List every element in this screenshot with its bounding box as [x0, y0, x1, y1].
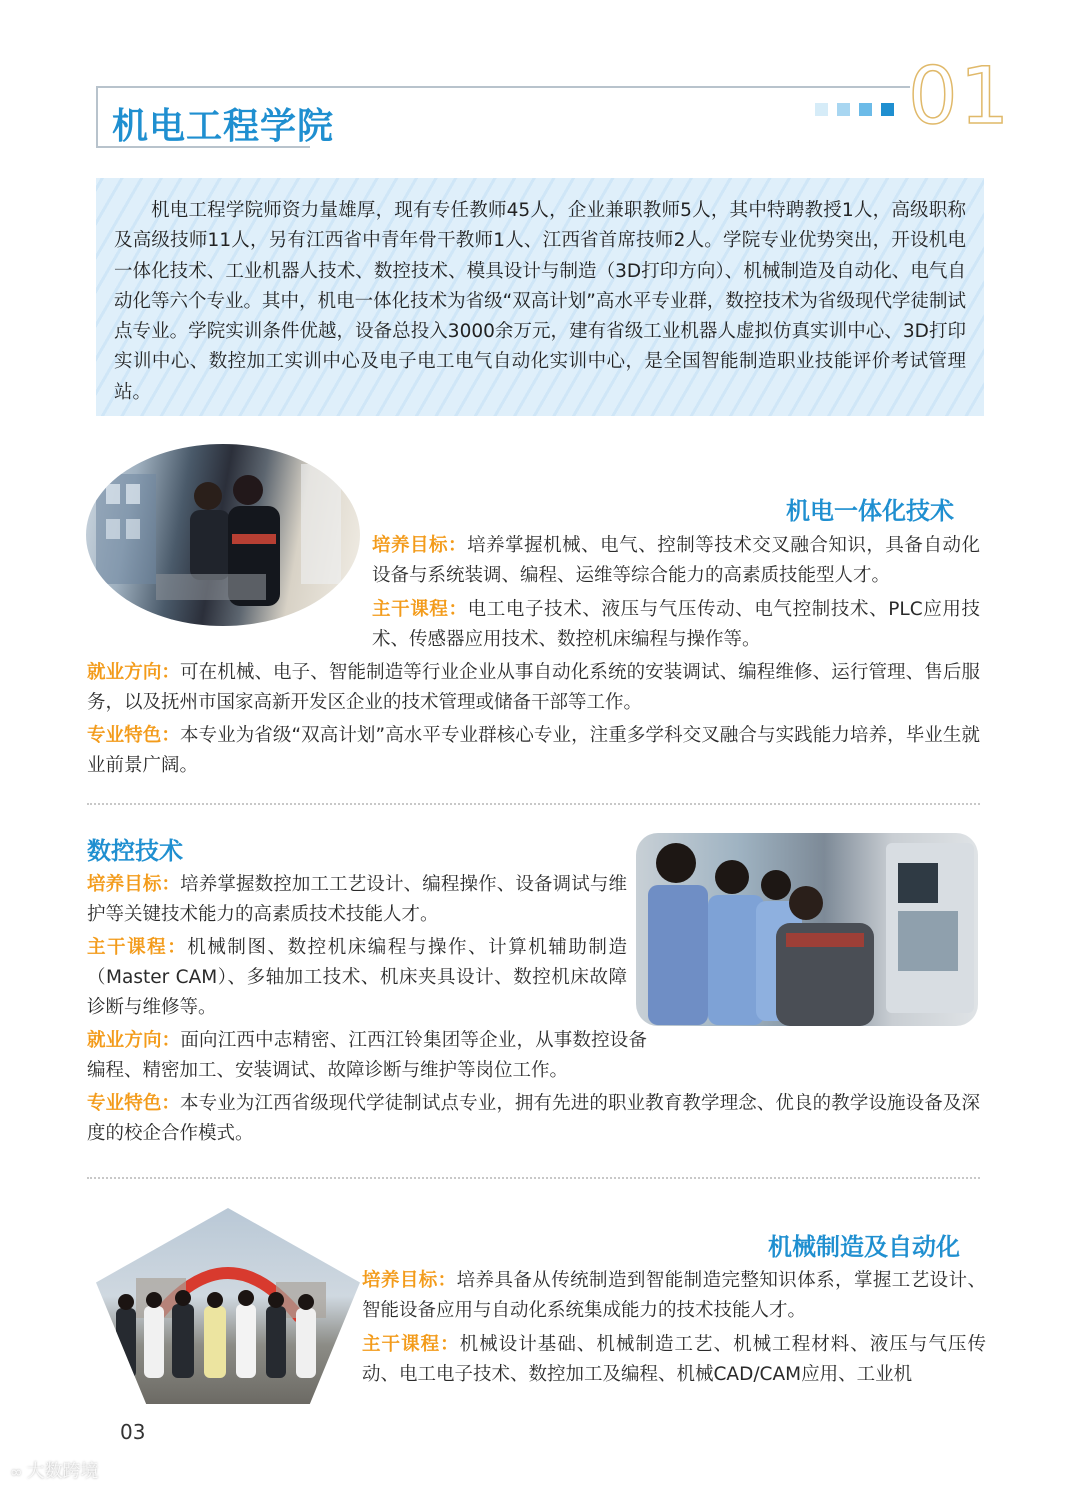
section-divider — [87, 1177, 980, 1179]
section-title-mech-manufacturing: 机械制造及自动化 — [768, 1233, 960, 1261]
value: 本专业为省级“双高计划”高水平专业群核心专业，注重多学科交叉融合与实践能力培养，毕业生就业前景广阔。 — [87, 725, 980, 776]
label: 专业特色： — [87, 725, 180, 746]
s1-career — [87, 658, 980, 718]
value: 培养掌握数控加工工艺设计、编程操作、设备调试与维护等关键技术能力的高素质技术技能人才。 — [87, 874, 627, 925]
s2-goal — [87, 870, 627, 930]
decor-squares — [815, 103, 905, 117]
section-divider — [87, 803, 980, 805]
s1-courses — [372, 595, 980, 655]
s2-feature — [87, 1089, 980, 1149]
label: 主干课程： — [362, 1334, 460, 1355]
value: 培养具备从传统制造到智能制造完整知识体系，掌握工艺设计、智能设备应用与自动化系统集成能力的技术技能人才。 — [362, 1270, 986, 1321]
photo-cnc-training — [636, 833, 978, 1026]
value: 面向江西中志精密、江西江铃集团等企业，从事数控设备编程、精密加工、安装调试、故障诊断与维护等岗位工作。 — [87, 1030, 647, 1081]
s1-goal — [372, 531, 980, 591]
label: 就业方向： — [87, 1030, 181, 1051]
label: 培养目标： — [362, 1270, 457, 1291]
label: 培养目标： — [372, 535, 468, 556]
s2-career — [87, 1026, 647, 1086]
s3-courses — [362, 1330, 986, 1390]
value: 可在机械、电子、智能制造等行业企业从事自动化系统的安装调试、编程维修、运行管理、售后服务，以及抚州市国家高新开发区企业的技术管理或储备干部等工作。 — [87, 662, 980, 713]
s1-feature — [87, 721, 980, 781]
label: 就业方向： — [87, 662, 181, 683]
chapter-number: 01 — [908, 52, 1012, 142]
label: 专业特色： — [87, 1093, 181, 1114]
value: 培养掌握机械、电气、控制等技术交叉融合知识，具备自动化设备与系统装调、编程、运维等综合能力的高素质技能型人才。 — [372, 535, 980, 586]
header-frame-top — [96, 86, 910, 88]
value: 机械制图、数控机床编程与操作、计算机辅助制造（Master CAM）、多轴加工技术、机床夹具设计、数控机床故障诊断与维修等。 — [87, 937, 627, 1018]
label: 培养目标： — [87, 874, 181, 895]
section-title-mechatronics: 机电一体化技术 — [786, 497, 954, 525]
watermark-logo-icon: ∞ — [10, 1463, 23, 1481]
section-title-cnc: 数控技术 — [87, 837, 183, 865]
intro-text: 机电工程学院师资力量雄厚，现有专任教师45人，企业兼职教师5人，其中特聘教授1人，高级职称及高级技师11人，另有江西省中青年骨干教师1人、江西省首席技师2人。学院专业优势突出，开设机电一体化技术、工业机器人技术、数控技术、模具设计与制造（3D打印方向）、机械制造及自动化、电气自动化等六个专业。其中，机电一体化技术为省级“双高计划”高水平专业群，数控技术为省级现代学徒制试点专业。学院实训条件优越，设备总投入3000余万元，建有省级工业机器人虚拟仿真实训中心、3D打印实训中心、数控加工实训中心及电子电工电气自动化实训中心，是全国智能制造职业技能评价考试管理站。 — [96, 178, 984, 416]
s3-goal — [362, 1266, 986, 1326]
watermark-text: 大数跨境 — [26, 1461, 99, 1482]
label: 主干课程： — [372, 599, 468, 620]
photo-lab-students — [86, 444, 360, 626]
page-number: 03 — [120, 1420, 146, 1444]
value: 电工电子技术、液压与气压传动、电气控制技术、PLC应用技术、传感器应用技术、数控机床编程与操作等。 — [372, 599, 980, 650]
watermark — [10, 1457, 99, 1483]
header-frame-left — [96, 86, 98, 148]
value: 本专业为江西省级现代学徒制试点专业，拥有先进的职业教育教学理念、优良的教学设施设备及深度的校企合作模式。 — [87, 1093, 980, 1144]
page-title: 机电工程学院 — [112, 106, 335, 147]
label: 主干课程： — [87, 937, 188, 958]
s2-courses — [87, 933, 627, 1023]
value: 机械设计基础、机械制造工艺、机械工程材料、液压与气压传动、电工电子技术、数控加工及编程、机械CAD/CAM应用、工业机 — [362, 1334, 986, 1385]
photo-graduates-group — [96, 1208, 360, 1404]
